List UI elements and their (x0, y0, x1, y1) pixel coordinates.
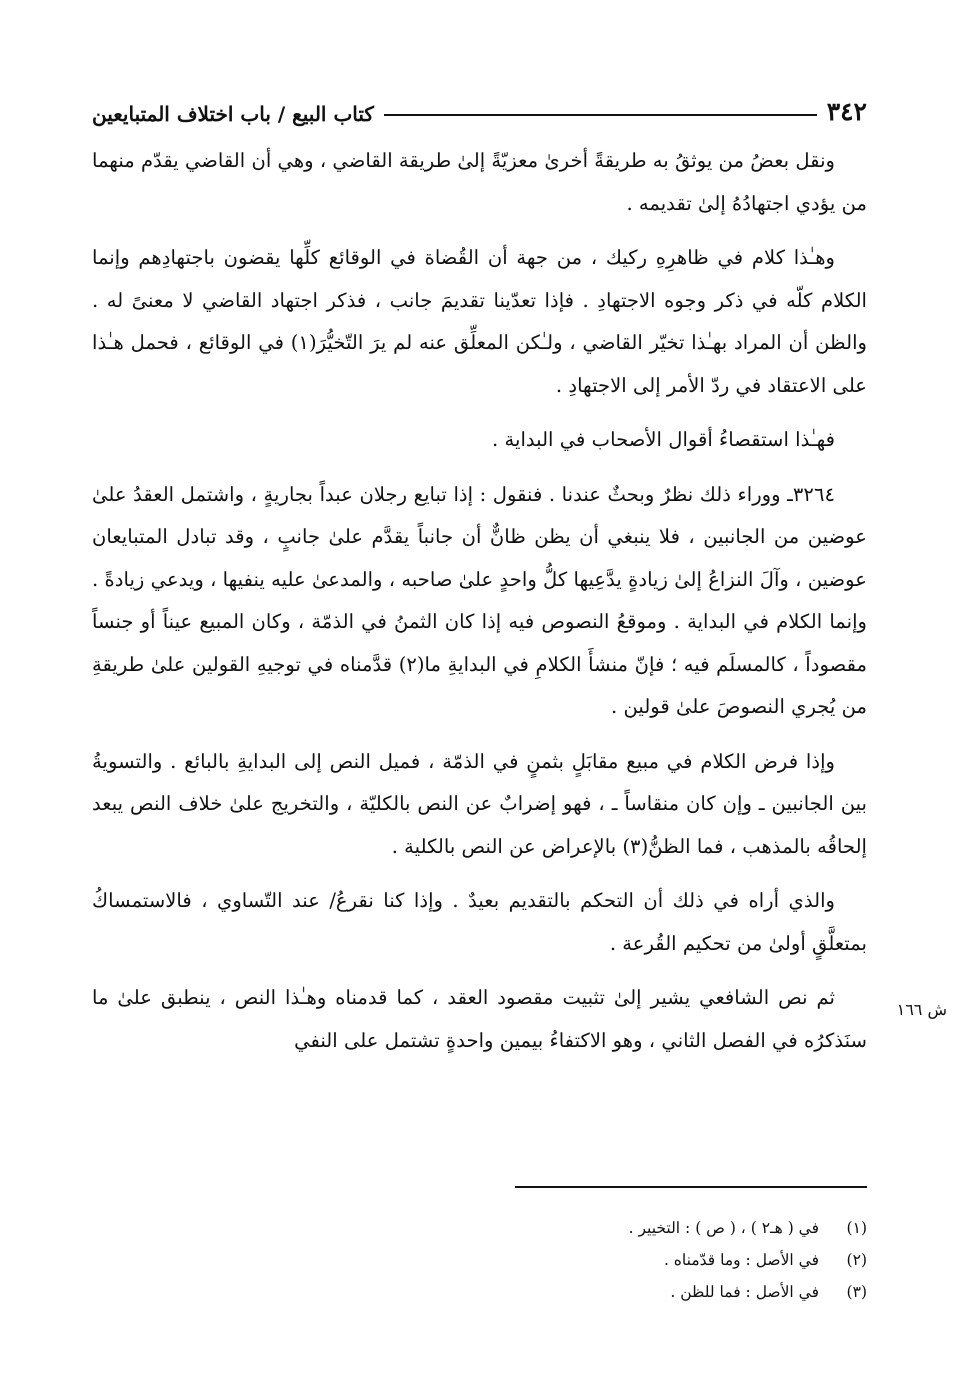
header-rule (384, 114, 817, 116)
running-title: كتاب البيع / باب اختلاف المتبايعين (92, 102, 374, 126)
paragraph: والذي أراه في ذلك أن التحكم بالتقديم بعيدٌ . وإذا كنا نقرعُ/ عند التّساوي ، فالاستمساكُ بمتعلَّقٍ أولىٰ من تحكيم القُرعة . (92, 889, 867, 955)
paragraph: ثم نص الشافعي يشير إلىٰ تثبيت مقصود العقد ، كما قدمناه وهـٰذا النص ، ينطبق علىٰ ما سنَذكرُه في الفصل الثاني ، وهو الاكتفاءُ بيمين واحدةٍ تشتمل على النفي (92, 986, 867, 1052)
margin-manuscript-ref: ش ١٦٦ (896, 1000, 947, 1019)
footnote (380, 1244, 867, 1276)
footnote-number: (٢) (846, 1251, 867, 1269)
footnote-number: (٣) (846, 1283, 867, 1301)
paragraph: فهـٰذا استقصاءُ أقوال الأصحاب في البداية . (492, 428, 835, 451)
footnotes (380, 1212, 867, 1308)
footnote-number: (١) (846, 1219, 867, 1237)
footnote (380, 1212, 867, 1244)
footnote-text: في ( هـ٢ ) ، ( ص ) : التخيير . (628, 1219, 819, 1237)
paragraph: وإذا فرض الكلام في مبيع مقابَلٍ بثمنٍ في الذمّة ، فميل النص إلى البدايةِ بالبائع . والتسويةُ بين الجانبين ـ وإن كان منقاساً ـ ، فهو إضرابٌ عن النص بالكليّة ، والتخريج علىٰ خلاف النص يبعد إلحاقُه بالمذهب ، فما الظنُّ(٣) بالإعراض عن النص بالكلية . (92, 749, 867, 858)
footnote-text: في الأصل : وما قدّمناه . (663, 1251, 819, 1269)
paragraph: وهـٰذا كلام في ظاهرِهِ ركيك ، من جهة أن القُضاة في الوقائع كلِّها يقضون باجتهادِهم وإنما الكلام كلّه في ذكر وجوه الاجتهادِ . فإذا تعدّينا تقديمَ جانب ، فذكر اجتهاد القاضي لا معنىً له . والظن أن المراد بهـٰذا تخيّر القاضي ، ولـٰكن المعلِّق عنه لم يرَ التّخيُّرَ(١) في الوقائع ، فحمل هـٰذا على الاعتقاد في ردّ الأمر إلى الاجتهادِ . (92, 246, 868, 397)
page-number: ٣٤٢ (826, 97, 867, 126)
paragraph: ونقل بعضُ من يوثقُ به طريقةً أخرىٰ معزيّةً إلىٰ طريقة القاضي ، وهي أن القاضي يقدّم منهما من يؤدي اجتهادُهُ إلىٰ تقديمه . (91, 149, 867, 215)
page-header (92, 86, 867, 126)
paragraph-numbered: ٣٢٦٤ـ ووراء ذلك نظرٌ وبحثٌ عندنا . فنقول : إذا تبايع رجلان عبداً بجاريةٍ ، واشتمل العقدُ علىٰ عوضين من الجانبين ، فلا ينبغي أن يظن ظانٌّ أن جانباً يقدَّم علىٰ جانبٍ ، وقد تبادل المتبايعان عوضين ، وآلَ النزاعُ إلىٰ زيادةٍ يدَّعِيها كلُّ واحدٍ علىٰ صاحبه ، والمدعىٰ عليه ينفيها ، ويدعي زيادةً . وإنما الكلام في البداية . وموقعُ النصوص فيه إذا كان الثمنُ في الذمّة ، وكان المبيع عيناً أو جنساً مقصوداً ، كالمسلَم فيه ؛ فإنّ منشأَ الكلامِ في البدايةِ ما(٢) قدَّمناه في توجيهِ القولين علىٰ طريقةِ من يُجري النصوصَ علىٰ قولين . (92, 482, 867, 718)
footnote-separator (515, 1186, 867, 1188)
footnote (380, 1276, 867, 1308)
footnote-text: في الأصل : فما للظن . (670, 1283, 819, 1301)
main-text (92, 140, 867, 1070)
